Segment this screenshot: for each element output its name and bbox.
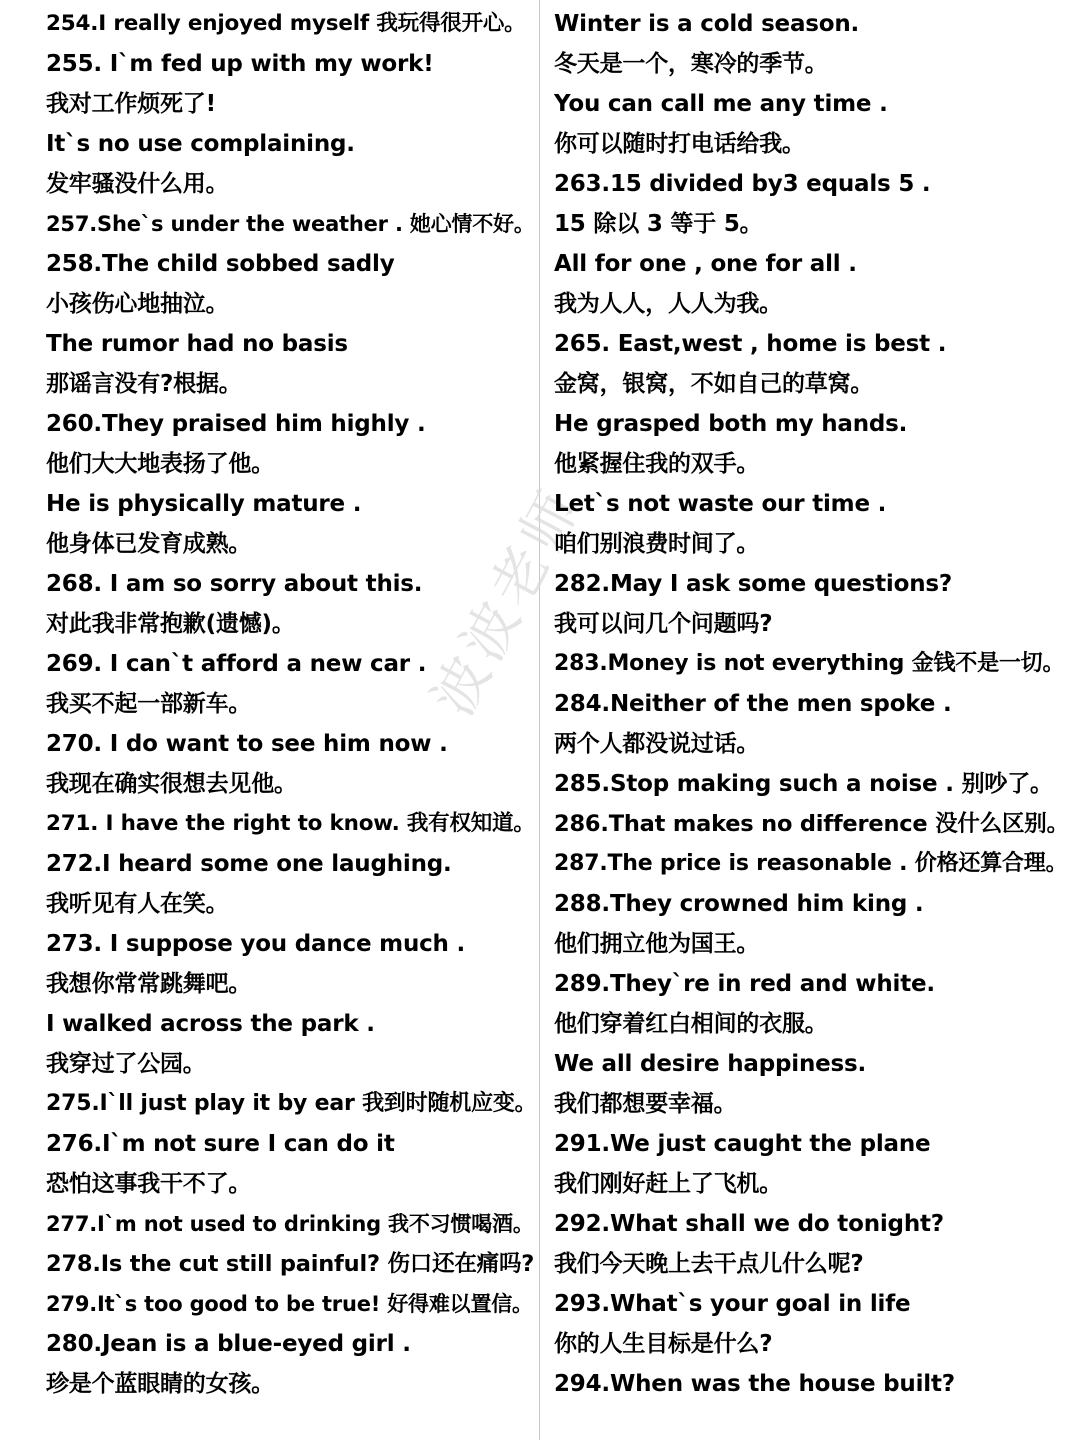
text-line: 265. East,west , home is best . <box>554 331 947 357</box>
text-line: 我现在确实很想去见他。 <box>46 771 297 797</box>
text-line: He grasped both my hands. <box>554 411 908 437</box>
text-line: 289.They`re in red and white. <box>554 971 935 997</box>
text-line: 258.The child sobbed sadly <box>46 251 395 277</box>
text-line: 277.I`m not used to drinking 我不习惯喝酒。 <box>46 1212 534 1236</box>
text-line: 293.What`s your goal in life <box>554 1291 911 1317</box>
text-line: I walked across the park . <box>46 1011 375 1037</box>
text-line: 285.Stop making such a noise . 别吵了。 <box>554 771 1053 797</box>
left-column <box>46 4 536 1404</box>
text-line: 恐怕这事我干不了。 <box>46 1171 252 1197</box>
text-line: 你的人生目标是什么? <box>554 1331 773 1357</box>
text-line: 294.When was the house built? <box>554 1371 955 1397</box>
text-line: 276.I`m not sure I can do it <box>46 1131 395 1157</box>
text-line: 他们穿着红白相间的衣服。 <box>554 1011 828 1037</box>
text-line: 你可以随时打电话给我。 <box>554 131 805 157</box>
text-line: 254.I really enjoyed myself 我玩得很开心。 <box>46 11 526 36</box>
text-line: You can call me any time . <box>554 91 888 117</box>
text-line: 271. I have the right to know. 我有权知道。 <box>46 811 535 836</box>
text-line: 两个人都没说过话。 <box>554 731 760 757</box>
text-line: 15 除以 3 等于 5。 <box>554 211 763 237</box>
text-line: 287.The price is reasonable . 价格还算合理。 <box>554 851 1068 876</box>
text-line: 278.Is the cut still painful? 伤口还在痛吗? <box>46 1251 535 1277</box>
text-line: 金窝，银窝，不如自己的草窝。 <box>554 371 874 397</box>
text-line: 282.May I ask some questions? <box>554 571 953 597</box>
text-line: 283.Money is not everything 金钱不是一切。 <box>554 651 1065 676</box>
text-line: 我为人人，人人为我。 <box>554 291 783 317</box>
text-line: 269. I can`t afford a new car . <box>46 651 427 677</box>
right-column <box>554 4 1074 1404</box>
text-line: 咱们别浪费时间了。 <box>554 531 760 557</box>
text-line: Winter is a cold season. <box>554 11 860 37</box>
text-line: 270. I do want to see him now . <box>46 731 448 757</box>
text-line: 我可以问几个问题吗? <box>554 611 773 637</box>
text-line: We all desire happiness. <box>554 1051 867 1077</box>
text-line: 275.I`ll just play it by ear 我到时随机应变。 <box>46 1091 537 1116</box>
text-line: 发牢骚没什么用。 <box>46 171 229 197</box>
text-line: 他们大大地表扬了他。 <box>46 451 275 477</box>
text-line: 273. I suppose you dance much . <box>46 931 466 957</box>
text-line: 292.What shall we do tonight? <box>554 1211 944 1237</box>
text-line: 珍是个蓝眼睛的女孩。 <box>46 1371 275 1397</box>
text-line: The rumor had no basis <box>46 331 348 357</box>
column-divider <box>539 0 540 1440</box>
text-line: It`s no use complaining. <box>46 131 355 157</box>
text-line: 我们都想要幸福。 <box>554 1091 737 1117</box>
text-line: 我对工作烦死了! <box>46 91 216 117</box>
text-line: 260.They praised him highly . <box>46 411 426 437</box>
text-line: 对此我非常抱歉(遗憾)。 <box>46 611 295 637</box>
text-line: He is physically mature . <box>46 491 362 517</box>
text-line: 288.They crowned him king . <box>554 891 924 917</box>
text-line: 257.She`s under the weather . 她心情不好。 <box>46 212 535 236</box>
text-line: 那谣言没有?根据。 <box>46 371 242 397</box>
text-line: 我们刚好赶上了飞机。 <box>554 1171 783 1197</box>
text-line: 他们拥立他为国王。 <box>554 931 760 957</box>
text-line: 291.We just caught the plane <box>554 1131 931 1157</box>
text-line: 284.Neither of the men spoke . <box>554 691 952 717</box>
text-line: All for one , one for all . <box>554 251 857 277</box>
text-line: 他紧握住我的双手。 <box>554 451 760 477</box>
text-line: 280.Jean is a blue-eyed girl . <box>46 1331 411 1357</box>
text-line: 我穿过了公园。 <box>46 1051 206 1077</box>
text-line: 255. I`m fed up with my work! <box>46 51 434 77</box>
text-line: 279.It`s too good to be true! 好得难以置信。 <box>46 1292 533 1316</box>
text-line: 他身体已发育成熟。 <box>46 531 252 557</box>
text-line: Let`s not waste our time . <box>554 491 887 517</box>
watermark: 波波老师 <box>420 476 595 727</box>
text-line: 263.15 divided by3 equals 5 . <box>554 171 931 197</box>
text-line: 286.That makes no difference 没什么区别。 <box>554 811 1069 837</box>
text-line: 我们今天晚上去干点儿什么呢? <box>554 1251 864 1277</box>
text-line: 我听见有人在笑。 <box>46 891 229 917</box>
text-line: 268. I am so sorry about this. <box>46 571 423 597</box>
text-line: 冬天是一个，寒冷的季节。 <box>554 51 828 77</box>
text-line: 272.I heard some one laughing. <box>46 851 452 877</box>
text-line: 我想你常常跳舞吧。 <box>46 971 252 997</box>
text-line: 小孩伤心地抽泣。 <box>46 291 229 317</box>
text-line: 我买不起一部新车。 <box>46 691 252 717</box>
